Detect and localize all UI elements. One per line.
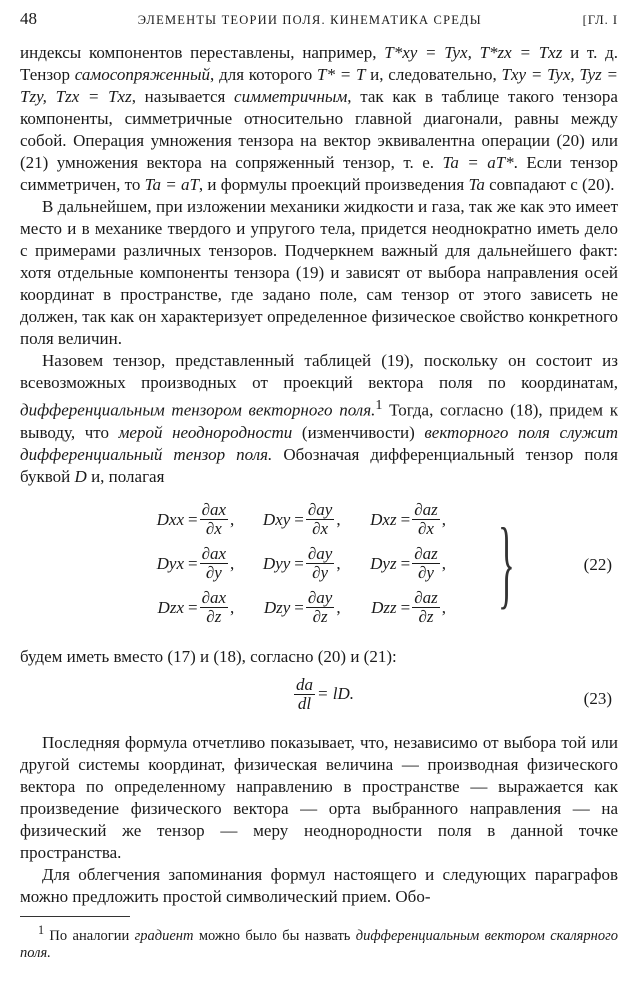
right-brace: } <box>498 506 515 618</box>
footnote-ref: 1 <box>375 397 383 413</box>
symbol-D: D <box>74 466 87 486</box>
paragraph-1: индексы компонентов переставлены, например, T*xy = Tyx, T*zx = Txz и т. д. Тензор самосопряженный, для которого T* = T и, следовательно, Txy = Tyx, Tyz = Tzy, Tzx = Txz, называется симметричным, так как в таблице такого тензора компоненты, симметричные относительно главной диагонали, равны между собой. Операция умножения тензора на вектор эквивалентна операции (20) или (21) умножения вектора на сопряженный тензор, т. е. Ta = aT*. Если тензор симметричен, то Ta = aT, и формулы проекций произведения Ta совпадают с (20). <box>20 43 618 194</box>
equation-number: (22) <box>583 554 612 574</box>
footnote-divider <box>20 916 130 917</box>
term-nonuniformity: мерой неоднородности <box>118 422 293 442</box>
equation-row: Dzx = $\frac{\partial ax}{\partial z}$ , Dzy = $\frac{\partial ay}{\partial z}$ , Dzz = $\frac{\partial az}{\partial z}$ , <box>157 588 446 627</box>
inline-formula: Ta = aT* <box>442 153 514 172</box>
equation-row: Dyx = $\frac{\partial ax}{\partial y}$ , Dyy = $\frac{\partial ay}{\partial y}$ , Dyz = $\frac{\partial az}{\partial y}$ , <box>156 544 446 583</box>
paragraph-5: Для облегчения запоминания формул настоящего и следующих параграфов можно предложить простой символический прием. Обо- <box>20 864 618 906</box>
chapter-marker: [ГЛ. I <box>582 13 618 27</box>
tensor-components <box>140 498 458 630</box>
inline-formula: Ta = aT <box>144 175 199 194</box>
term-self-adjoint: самосопряженный <box>74 65 211 84</box>
equation-number: (23) <box>583 688 612 708</box>
running-header <box>20 8 618 32</box>
running-title: ЭЛЕМЕНТЫ ТЕОРИИ ПОЛЯ. КИНЕМАТИКА СРЕДЫ <box>137 13 482 27</box>
text-line: будем иметь вместо (17) и (18), согласно (20) и (21): <box>20 646 397 666</box>
inline-formula: T* = T <box>316 65 366 84</box>
equation-23: $\frac{da}{dl}$ = lD. (23) <box>296 674 612 713</box>
inline-formula: Ta <box>468 175 485 194</box>
paragraph-4: Последняя формула отчетливо показывает, что, независимо от выбора той или другой системы координат, физическая величина — производная физического вектора по определенному направлению в пространстве — выражается как произведение физического вектора — орта выбранного направления — на физический же тензор — меру неоднородности поля в данной точке пространства. <box>20 732 618 862</box>
inline-formula: Txy = Tyx, Tyz = Tzy, Tzx = Txz <box>20 65 618 106</box>
page-number: 48 <box>20 9 37 28</box>
equation-22 <box>20 492 618 642</box>
equation-row: Dxx = $\frac{\partial ax}{\partial x}$ , Dxy = $\frac{\partial ay}{\partial x}$ , Dxz = $\frac{\partial az}{\partial x}$ , <box>156 500 446 539</box>
term-differential-tensor: дифференциальным тензором векторного поля. <box>20 400 376 420</box>
paragraph-3: Назовем тензор, представленный таблицей (19), поскольку он состоит из всевозможных производных от проекций вектора поля по координатам, дифференциальным тензором векторного поля.$^1$ Тогда, согласно (18), придем к выводу, что мерой неоднородности (изменчивости) векторного поля служит дифференциальный тензор поля. Обозначая дифференциальный тензор поля буквой D и, полагая <box>20 351 618 486</box>
term-symmetric: симметричным <box>234 87 348 106</box>
footnote: $^1$ По аналогии градиент можно было бы назвать дифференциальным вектором скалярного поля. <box>20 922 618 962</box>
inline-formula: T*xy = Tyx, T*zx = Txz <box>384 43 563 62</box>
paragraph-2: В дальнейшем, при изложении механики жидкости и газа, так же как это имеет место и в механике твердого и упругого тела, придется неоднократно иметь дело с примерами различных тензоров. Подчеркнем важный для дальнейшего факт: хотя отдельные компоненты тензора (19) и зависят от выбора направления осей координат в пространстве, где задано поле, сам тензор от этого зависеть не должен, так как он характеризует определенное физическое свойство конкретного поля величин. <box>20 197 618 348</box>
statement-italic: векторного поля служит дифференциальный тензор поля. <box>20 422 618 464</box>
